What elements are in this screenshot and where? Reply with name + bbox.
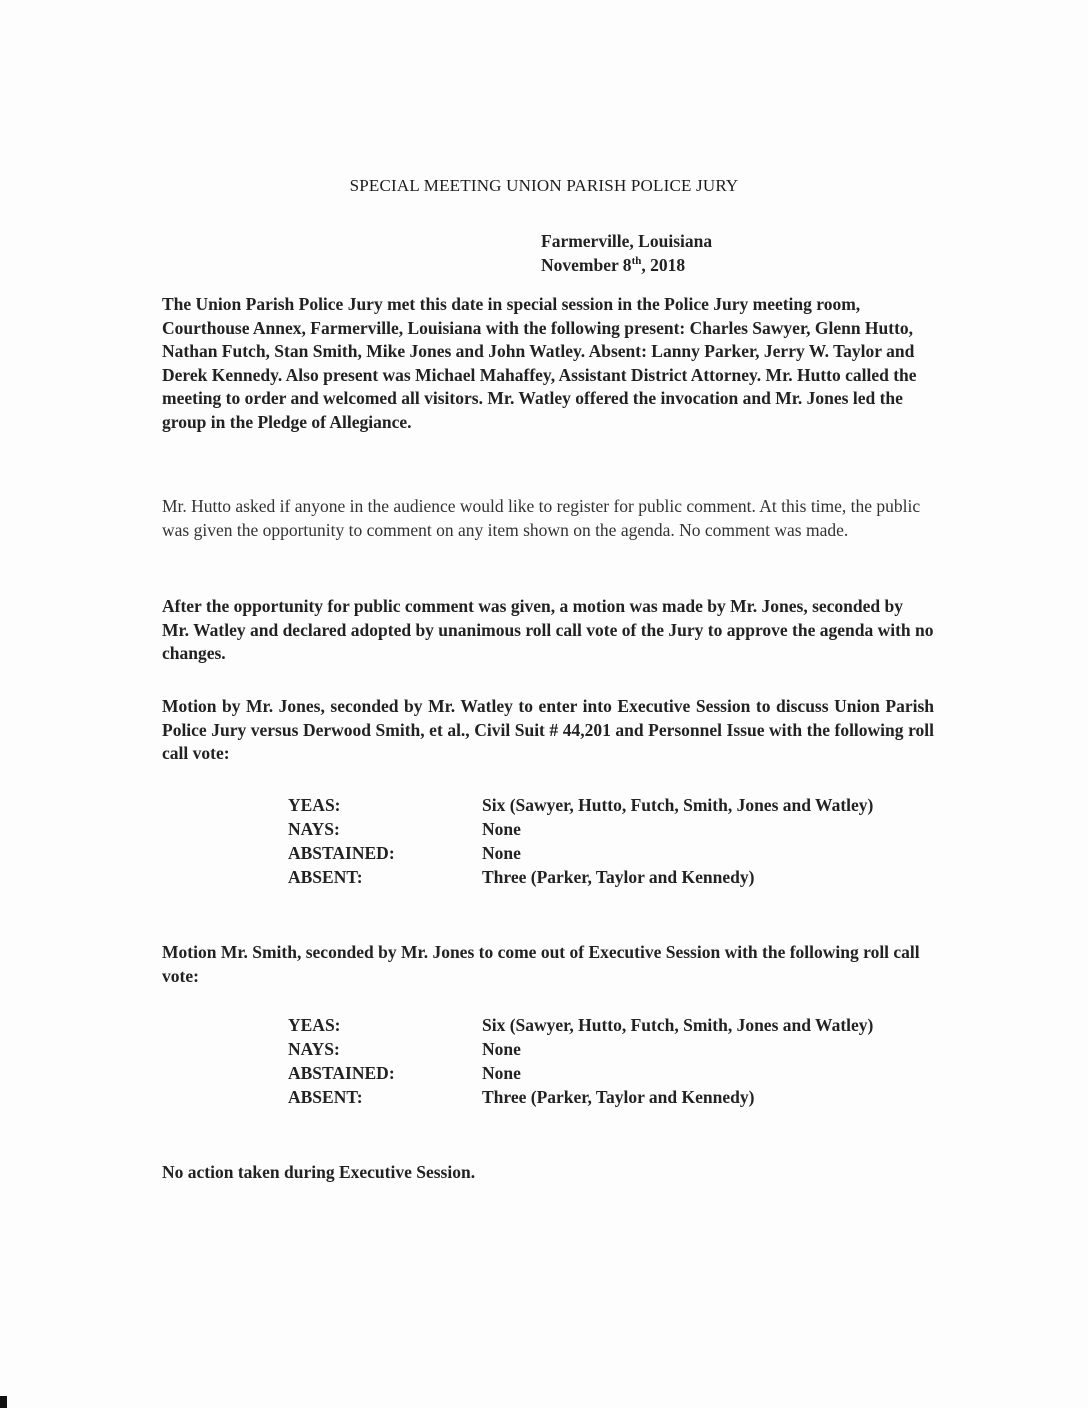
date-prefix: November 8 [541, 255, 632, 275]
vote-value: Three (Parker, Taylor and Kennedy) [482, 1087, 755, 1107]
date-superscript: th [631, 255, 642, 268]
location-line: Farmerville, Louisiana [541, 231, 713, 251]
vote-row-abstained [288, 841, 930, 865]
vote-value: None [482, 819, 521, 839]
location-date-block [541, 229, 712, 277]
vote-value: Six (Sawyer, Hutto, Futch, Smith, Jones and Watley) [482, 1015, 874, 1035]
vote-value: None [482, 1039, 521, 1059]
document-title: SPECIAL MEETING UNION PARISH POLICE JURY [349, 176, 739, 195]
vote-label: NAYS: [288, 1039, 340, 1059]
vote-row-nays [288, 817, 930, 841]
vote-value: Three (Parker, Taylor and Kennedy) [482, 867, 755, 887]
vote-value: None [482, 1063, 521, 1083]
vote-row-absent [288, 1085, 930, 1109]
attendance-paragraph: The Union Parish Police Jury met this date in special session in the Police Jury meeting room, Courthouse Annex, Farmerville, Louisiana with the following present: Charles Sawyer, Glenn Hutto, Nathan Futch, Stan Smith, Mike Jones and John Watley. Absent: Lanny Parker, Jerry W. Taylor and Derek Kennedy. Also present was Michael Mahaffey, Assistant District Attorney. Mr. Hutto called the meeting to order and welcomed all visitors. Mr. Watley offered the invocation and Mr. Jones led the group in the Pledge of Allegiance. [162, 294, 917, 432]
vote-value: None [482, 843, 521, 863]
exit-session-motion-paragraph: Motion Mr. Smith, seconded by Mr. Jones to come out of Executive Session with the following roll call vote: [162, 942, 920, 986]
date-suffix: , 2018 [641, 255, 686, 275]
vote-label: YEAS: [288, 1015, 341, 1035]
executive-session-motion-paragraph: Motion by Mr. Jones, seconded by Mr. Watley to enter into Executive Session to discuss Union Parish Police Jury versus Derwood Smith, et al., Civil Suit # 44,201 and Personnel Issue with the following roll call vote: [162, 696, 934, 763]
vote-label: ABSENT: [288, 867, 363, 887]
agenda-motion-paragraph: After the opportunity for public comment was given, a motion was made by Mr. Jones, seconded by Mr. Watley and declared adopted by unanimous roll call vote of the Jury to approve the agenda with no changes. [162, 596, 934, 663]
vote-row-yeas [288, 793, 930, 817]
vote-label: ABSENT: [288, 1087, 363, 1107]
vote-row-yeas [288, 1013, 930, 1037]
no-action-paragraph: No action taken during Executive Session. [162, 1162, 476, 1182]
vote-row-nays [288, 1037, 930, 1061]
roll-call-vote-1 [288, 793, 930, 889]
vote-label: ABSTAINED: [288, 843, 395, 863]
date-line [541, 253, 712, 277]
vote-label: NAYS: [288, 819, 340, 839]
scan-artifact-mark [0, 1396, 7, 1408]
vote-row-absent [288, 865, 930, 889]
vote-label: ABSTAINED: [288, 1063, 395, 1083]
vote-row-abstained [288, 1061, 930, 1085]
roll-call-vote-2 [288, 1013, 930, 1109]
vote-label: YEAS: [288, 795, 341, 815]
public-comment-paragraph: Mr. Hutto asked if anyone in the audience would like to register for public comment. At this time, the public was given the opportunity to comment on any item shown on the agenda. No comment was made. [162, 496, 921, 540]
vote-value: Six (Sawyer, Hutto, Futch, Smith, Jones and Watley) [482, 795, 874, 815]
